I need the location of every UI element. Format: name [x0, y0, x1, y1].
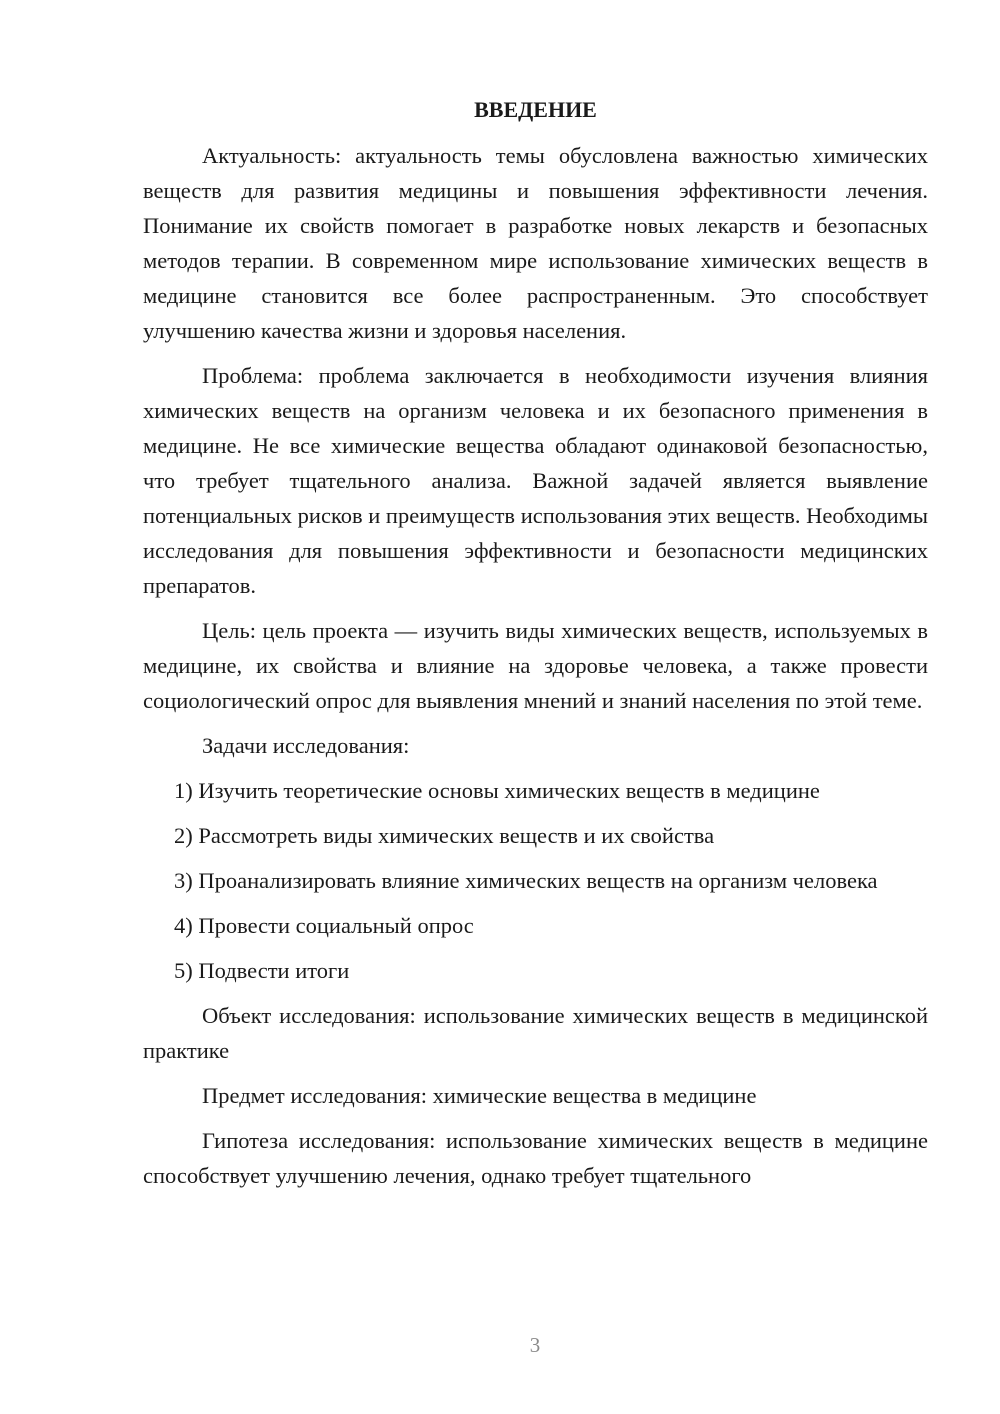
task-item-1: 1) Изучить теоретические основы химических веществ в медицине: [174, 778, 820, 803]
task-item-4: 4) Провести социальный опрос: [174, 913, 474, 938]
page-number: 3: [529, 1333, 541, 1357]
page-content: [143, 94, 928, 1203]
task-item-2: 2) Рассмотреть виды химических веществ и их свойства: [174, 823, 715, 848]
problem-paragraph: Проблема: проблема заключается в необходимости изучения влияния химических веществ на организм человека и их безопасного применения в медицине. Не все химические вещества обладают одинаковой безопасностью, что требует тщательного анализа. Важной задачей является выявление потенциальных рисков и преимуществ использования этих веществ. Необходимы исследования для повышения эффективности и безопасности медицинских препаратов.: [143, 363, 928, 598]
subject-paragraph: Предмет исследования: химические вещества в медицине: [202, 1083, 757, 1108]
hypothesis-paragraph: Гипотеза исследования: использование химических веществ в медицине способствует улучшению лечения, однако требует тщательного: [143, 1128, 928, 1188]
goal-paragraph: Цель: цель проекта — изучить виды химических веществ, используемых в медицине, их свойства и влияние на здоровье человека, а также провести социологический опрос для выявления мнений и знаний населения по этой теме.: [143, 618, 928, 713]
object-paragraph: Объект исследования: использование химических веществ в медицинской практике: [143, 1003, 928, 1063]
task-item-3: 3) Проанализировать влияние химических веществ на организм человека: [174, 868, 878, 893]
tasks-title: Задачи исследования:: [202, 733, 410, 758]
section-heading: ВВЕДЕНИЕ: [474, 97, 597, 122]
task-item-5: 5) Подвести итоги: [174, 958, 350, 983]
relevance-paragraph: Актуальность: актуальность темы обусловлена важностью химических веществ для развития медицины и повышения эффективности лечения. Понимание их свойств помогает в разработке новых лекарств и безопасных методов терапии. В современном мире использование химических веществ в медицине становится все более распространенным. Это способствует улучшению качества жизни и здоровья населения.: [143, 143, 928, 343]
